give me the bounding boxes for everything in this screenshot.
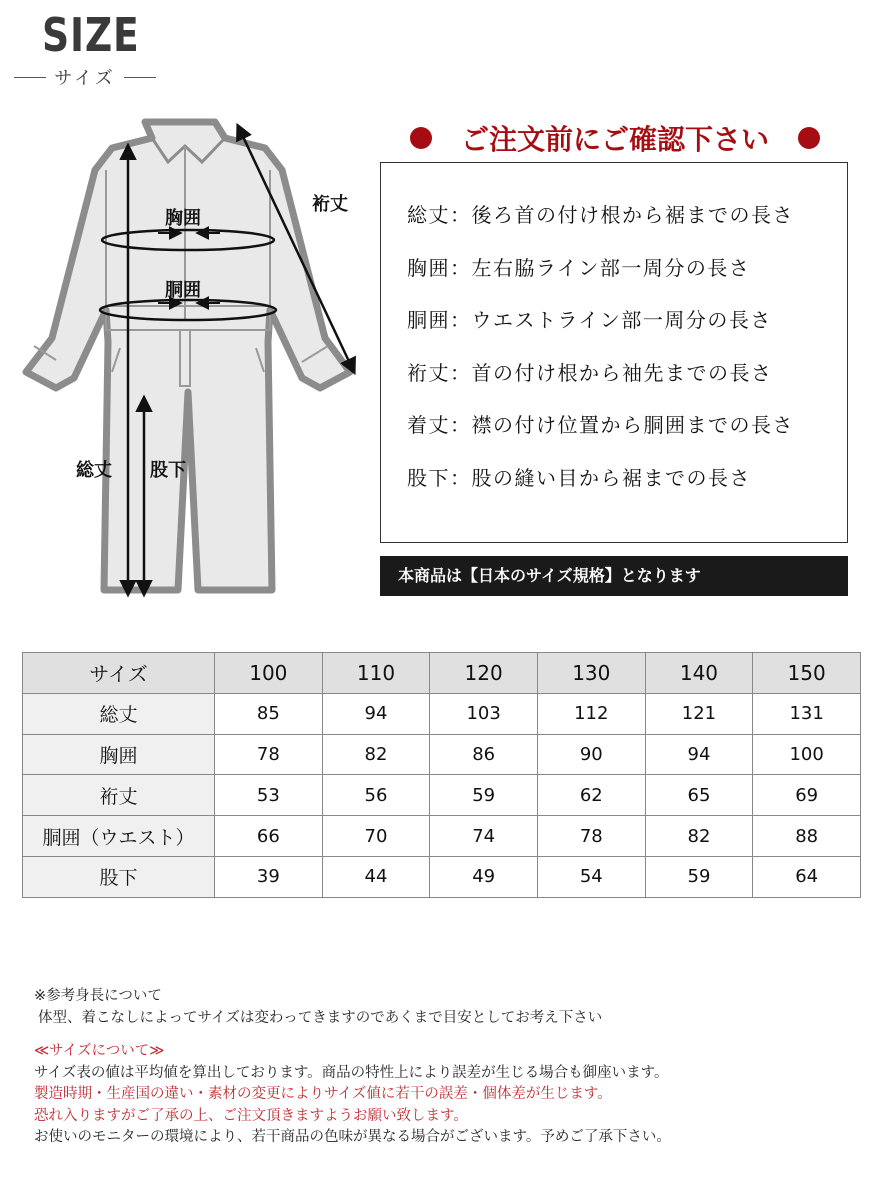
label-chest: 胸囲 bbox=[165, 208, 201, 229]
table-cell: 100 bbox=[753, 734, 861, 775]
size-col-header: 100 bbox=[215, 653, 323, 694]
table-cell: 53 bbox=[215, 775, 323, 816]
label-inseam: 股下 bbox=[150, 460, 186, 481]
table-cell: 86 bbox=[430, 734, 538, 775]
table-cell: 49 bbox=[430, 856, 538, 897]
reference-height-body: 体型、着こなしによってサイズは変わってきますのであくまで目安としてお考え下さい bbox=[38, 1009, 603, 1026]
definition-chest: 胸囲：左右脇ライン部一周分の長さ bbox=[407, 255, 751, 280]
table-cell: 69 bbox=[753, 775, 861, 816]
japan-size-banner: 本商品は【日本のサイズ規格】となります bbox=[380, 556, 848, 596]
table-cell: 65 bbox=[645, 775, 753, 816]
table-cell: 94 bbox=[645, 734, 753, 775]
size-notes bbox=[34, 986, 854, 1149]
note-line: お使いのモニターの環境により、若干商品の色味が異なる場合がございます。予めご了承下さい。 bbox=[34, 1129, 671, 1145]
size-table bbox=[22, 652, 861, 898]
size-col-header: 140 bbox=[645, 653, 753, 694]
table-cell: 103 bbox=[430, 693, 538, 734]
row-label: 裄丈 bbox=[23, 775, 215, 816]
size-col-header: 150 bbox=[753, 653, 861, 694]
table-cell: 88 bbox=[753, 816, 861, 857]
definition-body-length: 着丈：襟の付け位置から胴囲までの長さ bbox=[407, 413, 794, 438]
row-label: 股下 bbox=[23, 856, 215, 897]
table-cell: 59 bbox=[645, 856, 753, 897]
definition-total-length: 総丈：後ろ首の付け根から裾までの長さ bbox=[407, 203, 794, 227]
table-cell: 66 bbox=[215, 816, 323, 857]
table-cell: 82 bbox=[322, 734, 430, 775]
table-cell: 74 bbox=[430, 816, 538, 857]
table-row bbox=[23, 775, 861, 816]
table-cell: 78 bbox=[215, 734, 323, 775]
table-row bbox=[23, 816, 861, 857]
table-cell: 64 bbox=[753, 856, 861, 897]
table-row bbox=[23, 734, 861, 775]
table-cell: 44 bbox=[322, 856, 430, 897]
about-size-heading: ≪サイズについて≫ bbox=[34, 1043, 165, 1059]
table-cell: 94 bbox=[322, 693, 430, 734]
row-label: 胴囲（ウエスト） bbox=[23, 816, 215, 857]
size-col-header: 120 bbox=[430, 653, 538, 694]
table-cell: 39 bbox=[215, 856, 323, 897]
size-header-row bbox=[23, 653, 861, 694]
table-cell: 85 bbox=[215, 693, 323, 734]
label-total-length: 総丈 bbox=[76, 460, 112, 481]
table-cell: 70 bbox=[322, 816, 430, 857]
row-label: 胸囲 bbox=[23, 734, 215, 775]
note-line: サイズ表の値は平均値を算出しております。商品の特性上により誤差が生じる場合も御座います。 bbox=[34, 1064, 669, 1081]
size-col-header: 110 bbox=[322, 653, 430, 694]
bullet-dot-icon bbox=[798, 127, 820, 149]
table-cell: 131 bbox=[753, 693, 861, 734]
notice-title-text: ご注文前にご確認下さい bbox=[460, 123, 769, 156]
note-line: 恐れ入りますがご了承の上、ご注文頂きますようお願い致します。 bbox=[34, 1107, 468, 1124]
divider-left bbox=[14, 77, 46, 78]
label-sleeve: 裄丈 bbox=[312, 194, 348, 215]
definition-inseam: 股下：股の縫い目から裾までの長さ bbox=[407, 465, 751, 490]
table-cell: 59 bbox=[430, 775, 538, 816]
reference-height-heading: ※参考身長について bbox=[34, 988, 162, 1004]
table-row bbox=[23, 693, 861, 734]
coverall-diagram bbox=[20, 110, 370, 610]
label-waist: 胴囲 bbox=[165, 280, 201, 301]
bullet-dot-icon bbox=[410, 127, 432, 149]
size-corner-label: サイズ bbox=[23, 653, 215, 694]
table-cell: 90 bbox=[537, 734, 645, 775]
table-cell: 78 bbox=[537, 816, 645, 857]
definition-waist: 胴囲：ウエストライン部一周分の長さ bbox=[407, 308, 772, 333]
size-subtitle bbox=[14, 64, 156, 90]
note-line: 製造時期・生産国の違い・素材の変更によりサイズ値に若干の誤差・個体差が生じます。 bbox=[34, 1086, 612, 1102]
table-cell: 121 bbox=[645, 693, 753, 734]
coverall-illustration bbox=[20, 110, 370, 610]
definition-sleeve: 裄丈：首の付け根から袖先までの長さ bbox=[407, 360, 773, 385]
row-label: 総丈 bbox=[23, 693, 215, 734]
table-cell: 54 bbox=[537, 856, 645, 897]
table-cell: 112 bbox=[537, 693, 645, 734]
size-subtitle-text: サイズ bbox=[54, 68, 116, 89]
table-row bbox=[23, 856, 861, 897]
size-col-header: 130 bbox=[537, 653, 645, 694]
definitions-box bbox=[380, 162, 848, 543]
size-title: SIZE bbox=[42, 8, 140, 62]
table-cell: 62 bbox=[537, 775, 645, 816]
table-cell: 82 bbox=[645, 816, 753, 857]
divider-right bbox=[124, 77, 156, 78]
table-cell: 56 bbox=[322, 775, 430, 816]
notice-title bbox=[410, 118, 820, 158]
